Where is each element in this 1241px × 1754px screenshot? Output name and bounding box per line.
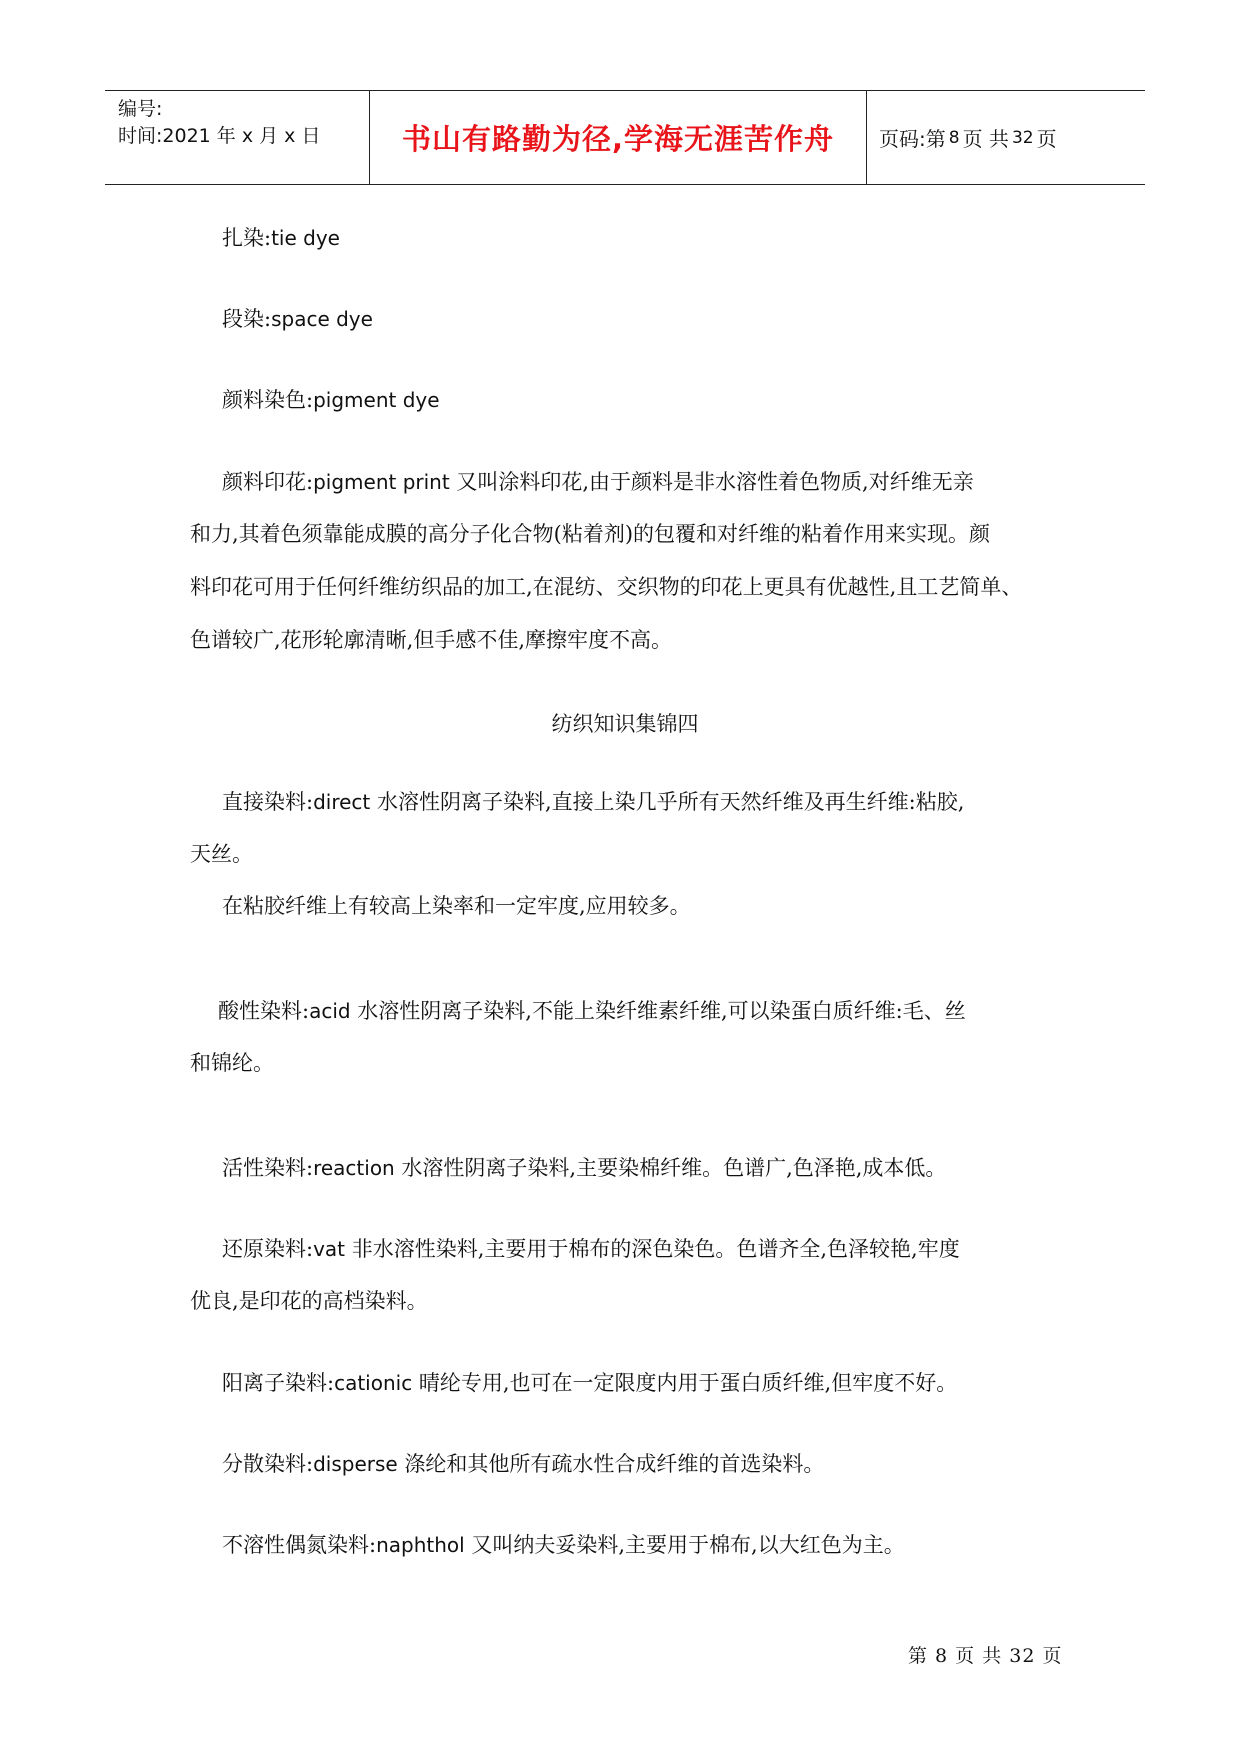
paragraph-line: 在粘胶纤维上有较高上染率和一定牢度,应用较多。 (222, 894, 691, 918)
section-title: 纺织知识集锦四 (551, 712, 699, 736)
term-english: disperse (313, 1452, 398, 1476)
page-mid: 页 共 (962, 127, 1009, 151)
term-english: naphthol (376, 1533, 465, 1557)
entry-pigment-print (222, 456, 974, 508)
document-header (105, 90, 1145, 185)
entry-space-dye (222, 293, 373, 345)
header-page-cell (867, 91, 1145, 184)
term: 直接染料: (222, 790, 314, 814)
term: 扎染: (222, 226, 272, 250)
entry-disperse (222, 1438, 824, 1490)
entry-reaction (222, 1142, 946, 1194)
term-english: space dye (271, 307, 373, 331)
term-english: pigment print (313, 470, 450, 494)
paragraph-line: 色谱较广,花形轮廓清晰,但手感不佳,摩擦牢度不高。 (190, 628, 673, 652)
entry-acid (218, 985, 966, 1037)
paragraph-line: 天丝。 (190, 842, 253, 866)
page-suffix: 页 (1036, 127, 1057, 151)
term: 不溶性偶氮染料: (222, 1533, 377, 1557)
term-english: reaction (313, 1156, 395, 1180)
entry-cationic (222, 1357, 957, 1409)
term: 颜料染色: (222, 388, 314, 412)
paragraph-line: 和力,其着色须靠能成膜的高分子化合物(粘着剂)的包覆和对纤维的粘着作用来实现。颜 (190, 522, 991, 546)
term-english: cationic (334, 1371, 413, 1395)
term: 分散染料: (222, 1452, 314, 1476)
term-english: acid (309, 999, 351, 1023)
entry-pigment-dye (222, 374, 440, 426)
term-english: tie dye (271, 226, 340, 250)
term: 酸性染料: (218, 999, 310, 1023)
entry-direct (222, 776, 964, 828)
term-description: 涤纶和其他所有疏水性合成纤维的首选染料。 (397, 1452, 825, 1476)
page-footer: 第 8 页 共 32 页 (908, 1645, 1063, 1667)
header-info-cell (105, 91, 370, 184)
entry-vat (222, 1223, 960, 1275)
term-description: 又叫纳夫妥染料,主要用于棉布,以大红色为主。 (464, 1533, 905, 1557)
paragraph-line: 和锦纶。 (190, 1051, 274, 1075)
header-motto-cell (370, 91, 867, 184)
term: 颜料印花: (222, 470, 314, 494)
term-english: vat (313, 1237, 346, 1261)
term-english: direct (313, 790, 371, 814)
document-time-label: 时间:2021 年 x 月 x 日 (118, 125, 321, 147)
page-prefix: 页码:第 (879, 127, 946, 151)
term: 阳离子染料: (222, 1371, 335, 1395)
term-description: 又叫涂料印花,由于颜料是非水溶性着色物质,对纤维无亲 (449, 470, 974, 494)
document-number-label: 编号: (118, 98, 163, 120)
term: 段染: (222, 307, 272, 331)
term-description: 水溶性阴离子染料,主要染棉纤维。色谱广,色泽艳,成本低。 (394, 1156, 947, 1180)
motto-text: 书山有路勤为径,学海无涯苦作舟 (401, 122, 835, 156)
term-english: pigment dye (313, 388, 440, 412)
entry-naphthol (222, 1519, 905, 1571)
entry-tie-dye (222, 212, 340, 264)
term: 还原染料: (222, 1237, 314, 1261)
paragraph-line: 优良,是印花的高档染料。 (190, 1289, 428, 1313)
paragraph-line: 料印花可用于任何纤维纺织品的加工,在混纺、交织物的印花上更具有优越性,且工艺简单、 (190, 575, 1023, 599)
term-description: 水溶性阴离子染料,直接上染几乎所有天然纤维及再生纤维:粘胶, (370, 790, 965, 814)
term-description: 水溶性阴离子染料,不能上染纤维素纤维,可以染蛋白质纤维:毛、丝 (350, 999, 966, 1023)
term-description: 晴纶专用,也可在一定限度内用于蛋白质纤维,但牢度不好。 (412, 1371, 958, 1395)
term: 活性染料: (222, 1156, 314, 1180)
page-total: 32 (1011, 127, 1034, 148)
page-current: 8 (948, 127, 960, 148)
term-description: 非水溶性染料,主要用于棉布的深色染色。色谱齐全,色泽较艳,牢度 (345, 1237, 960, 1261)
